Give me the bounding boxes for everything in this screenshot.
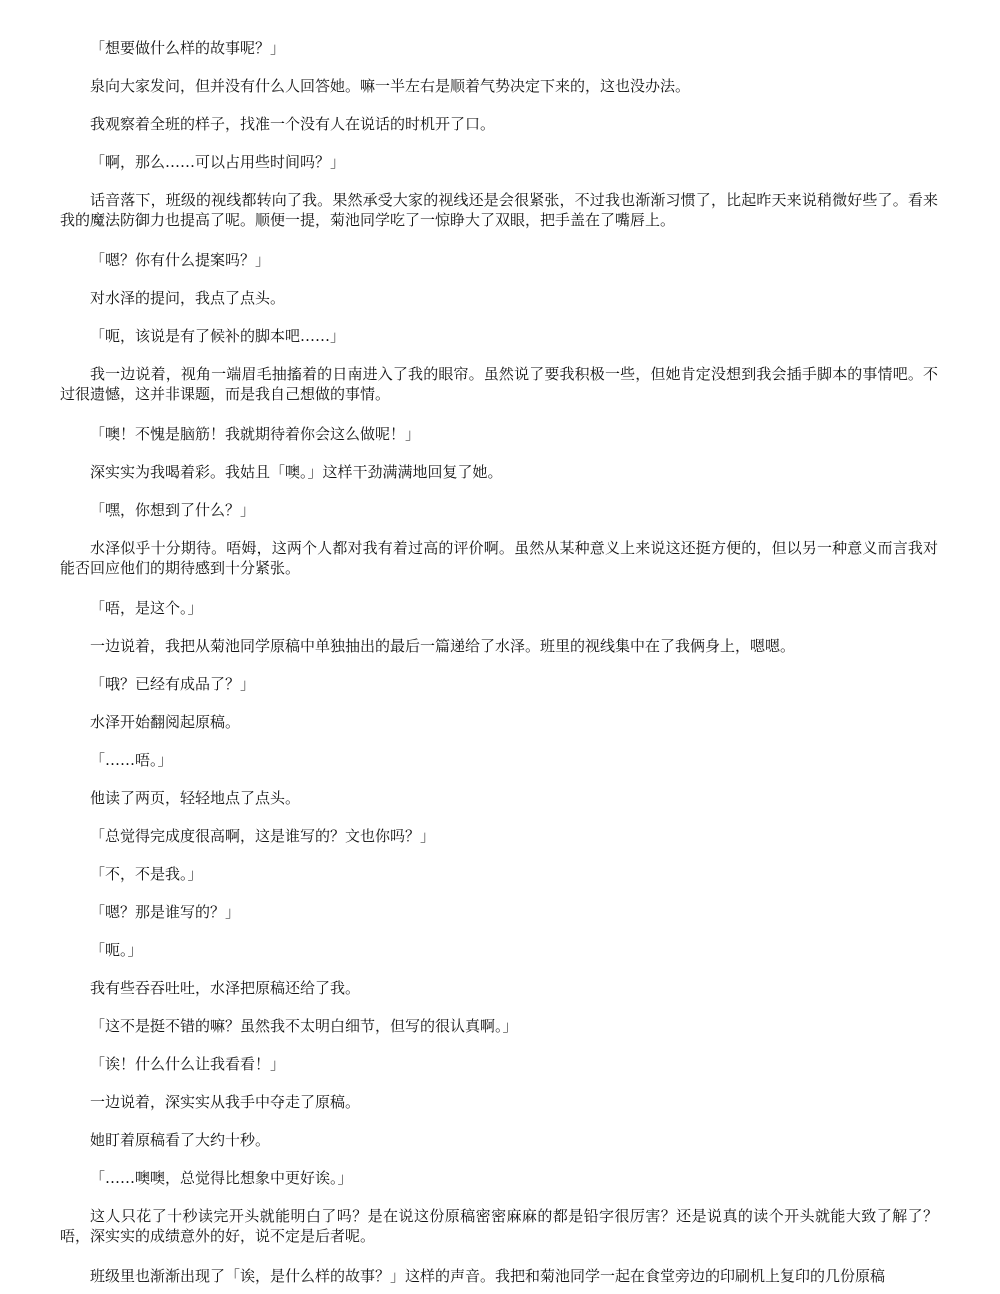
paragraph: 我有些吞吞吐吐，水泽把原稿还给了我。 <box>90 979 361 997</box>
paragraph: 「这不是挺不错的嘛？虽然我不太明白细节，但写的很认真啊。」 <box>90 1017 518 1035</box>
paragraph: 对水泽的提问，我点了点头。 <box>90 289 286 307</box>
paragraph: 「总觉得完成度很高啊，这是谁写的？文也你吗？」 <box>90 827 436 845</box>
paragraph: 「嗯？你有什么提案吗？」 <box>90 251 271 269</box>
paragraph: 深实实为我喝着彩。我姑且「噢。」这样干劲满满地回复了她。 <box>90 463 503 481</box>
paragraph: 「呃。」 <box>90 941 143 959</box>
paragraph: 一边说着，深实实从我手中夺走了原稿。 <box>90 1093 361 1111</box>
paragraph: 一边说着，我把从菊池同学原稿中单独抽出的最后一篇递给了水泽。班里的视线集中在了我俩身上，嗯嗯。 <box>90 637 796 655</box>
paragraph: 「呃，该说是有了候补的脚本吧……」 <box>90 327 346 345</box>
paragraph: 「啊，那么……可以占用些时间吗？」 <box>90 153 346 171</box>
paragraph: 「……唔。」 <box>90 751 173 769</box>
paragraph: 她盯着原稿看了大约十秒。 <box>90 1131 271 1149</box>
paragraph: 「嘿，你想到了什么？」 <box>90 501 256 519</box>
paragraph: 「想要做什么样的故事呢？」 <box>90 39 286 57</box>
paragraph: 班级里也渐渐出现了「诶，是什么样的故事？」这样的声音。我把和菊池同学一起在食堂旁边的印刷机上复印的几份原稿 <box>90 1267 886 1285</box>
paragraph: 话音落下，班级的视线都转向了我。果然承受大家的视线还是会很紧张，不过我也渐渐习惯了，比起昨天来说稍微好些了。看来我的魔法防御力也提高了呢。顺便一提，菊池同学吃了一惊睁大了双眼，把手盖在了嘴唇上。 <box>60 191 938 229</box>
paragraph: 他读了两页，轻轻地点了点头。 <box>90 789 301 807</box>
paragraph: 「噢！不愧是脑筋！我就期待着你会这么做呢！」 <box>90 425 421 443</box>
paragraph: 水泽开始翻阅起原稿。 <box>90 713 241 731</box>
paragraph: 「……噢噢，总觉得比想象中更好诶。」 <box>90 1169 353 1187</box>
paragraph: 「诶！什么什么让我看看！」 <box>90 1055 286 1073</box>
paragraph: 我一边说着，视角一端眉毛抽搐着的日南进入了我的眼帘。虽然说了要我积极一些，但她肯定没想到我会插手脚本的事情吧。不过很遗憾，这并非课题，而是我自己想做的事情。 <box>60 365 938 403</box>
paragraph: 我观察着全班的样子，找准一个没有人在说话的时机开了口。 <box>90 115 496 133</box>
paragraph: 「哦？已经有成品了？」 <box>90 675 256 693</box>
paragraph: 水泽似乎十分期待。唔姆，这两个人都对我有着过高的评价啊。虽然从某种意义上来说这还挺方便的，但以另一种意义而言我对能否回应他们的期待感到十分紧张。 <box>60 539 938 577</box>
paragraph: 「嗯？那是谁写的？」 <box>90 903 241 921</box>
paragraph: 泉向大家发问，但并没有什么人回答她。嘛一半左右是顺着气势决定下来的，这也没办法。 <box>90 77 691 95</box>
paragraph: 「唔，是这个。」 <box>90 599 203 617</box>
paragraph: 这人只花了十秒读完开头就能明白了吗？是在说这份原稿密密麻麻的都是铅字很厉害？还是说真的读个开头就能大致了解了？唔，深实实的成绩意外的好，说不定是后者呢。 <box>60 1207 938 1245</box>
paragraph: 「不，不是我。」 <box>90 865 203 883</box>
